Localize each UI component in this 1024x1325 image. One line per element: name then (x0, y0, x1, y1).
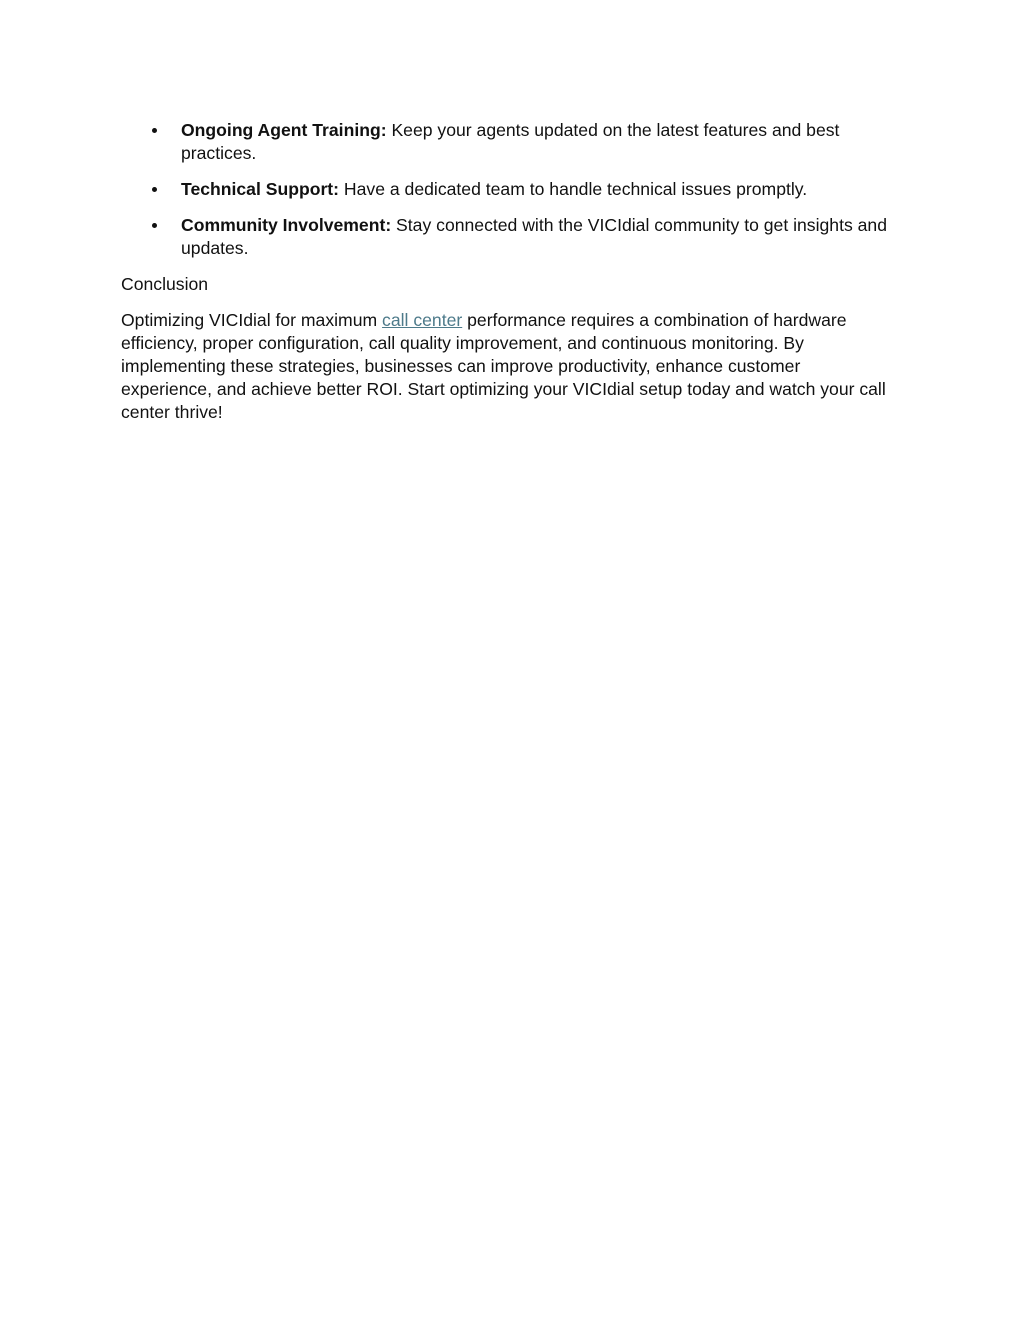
list-item (121, 178, 901, 201)
list-item (121, 119, 901, 165)
call-center-link[interactable]: call center (382, 310, 463, 330)
section-heading: Conclusion (121, 274, 209, 294)
document-page (121, 119, 901, 424)
conclusion-paragraph (121, 309, 896, 424)
bullet-icon (152, 187, 157, 192)
bullet-text: Stay connected with the VICIdial community to get insights and updates. (181, 215, 887, 258)
bullet-icon (152, 128, 157, 133)
paragraph-text-end: performance requires a combination of hardware efficiency, proper configuration, call quality improvement, and continuous monitoring. By implementing these strategies, businesses can improve productivity, enhance customer experience, and achieve better ROI. Start optimizing your VICIdial setup today and watch your call center thrive! (121, 310, 886, 422)
list-item (121, 214, 901, 260)
paragraph-text-start: Optimizing VICIdial for maximum (121, 310, 383, 330)
bullet-label: Technical Support: (181, 179, 340, 199)
bullet-text: Have a dedicated team to handle technical issues promptly. (339, 179, 808, 199)
bullet-list (121, 119, 901, 260)
bullet-label: Ongoing Agent Training: (181, 120, 387, 140)
bullet-label: Community Involvement: (181, 215, 392, 235)
bullet-icon (152, 223, 157, 228)
bullet-text: Keep your agents updated on the latest features and best practices. (181, 120, 840, 163)
